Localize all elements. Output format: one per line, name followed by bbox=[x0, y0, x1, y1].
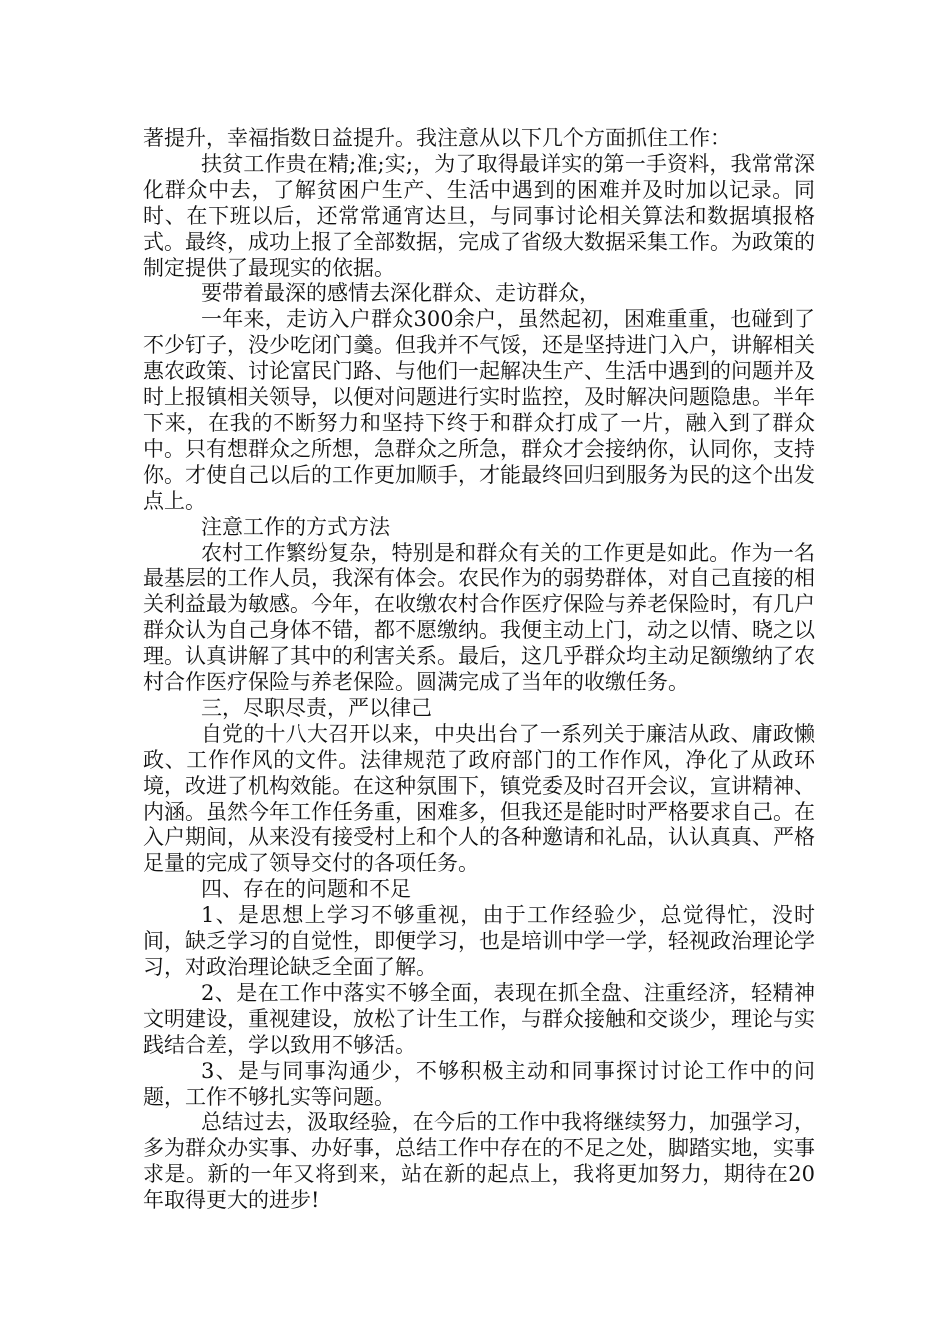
paragraph-issue-2: 2、是在工作中落实不够全面，表现在抓全盘、注重经济，轻精神文明建设，重视建设，放松了计生工作，与群众接触和交谈少，理论与实践结合差，学以致用不够活。 bbox=[143, 980, 815, 1057]
paragraph-rural-work: 农村工作繁纷复杂，特别是和群众有关的工作更是如此。作为一名最基层的工作人员，我深有体会。农民作为的弱势群体，对自己直接的相关利益最为敏感。今年，在收缴农村合作医疗保险与养老保险时，有几户群众认为自己身体不错，都不愿缴纳。我便主动上门，动之以情、晓之以理。认真讲解了其中的利害关系。最后，这几乎群众均主动足额缴纳了农村合作医疗保险与养老保险。圆满完成了当年的收缴任务。 bbox=[143, 540, 815, 695]
paragraph-heading-work-methods: 注意工作的方式方法 bbox=[201, 514, 390, 539]
paragraph-issue-3: 3、是与同事沟通少，不够积极主动和同事探讨讨论工作中的问题，工作不够扎实等问题。 bbox=[143, 1058, 815, 1109]
paragraph-conclusion: 总结过去，汲取经验，在今后的工作中我将继续努力，加强学习，多为群众办实事、办好事，总结工作中存在的不足之处，脚踏实地，实事求是。新的一年又将到来，站在新的起点上，我将更加努力，期待在20年取得更大的进步! bbox=[143, 1110, 815, 1213]
section-heading-3: 三，尽职尽责，严以律己 bbox=[201, 695, 432, 720]
paragraph-issue-1: 1、是思想上学习不够重视，由于工作经验少，总觉得忙，没时间，缺乏学习的自觉性，即便学习，也是培训中学一学，轻视政治理论学习，对政治理论缺乏全面了解。 bbox=[143, 903, 815, 979]
paragraph-visits: 一年来，走访入户群众300余户，虽然起初，困难重重，也碰到了不少钉子，没少吃闭门羹。但我并不气馁，还是坚持进门入户，讲解相关惠农政策、讨论富民门路、与他们一起解决生产、生活中遇到的问题并及时上报镇相关领导，以便对问题进行实时监控，及时解决问题隐患。半年下来，在我的不断努力和坚持下终于和群众打成了一片，融入到了群众中。只有想群众之所想，急群众之所急，群众才会接纳你，认同你，支持你。才使自己以后的工作更加顺手，才能最终回归到服务为民的这个出发点上。 bbox=[143, 307, 815, 513]
paragraph-discipline: 自党的十八大召开以来，中央出台了一系列关于廉洁从政、庸政懒政、工作作风的文件。法律规范了政府部门的工作作风，净化了从政环境，改进了机构效能。在这种氛围下，镇党委及时召开会议，宣讲精神、内涵。虽然今年工作任务重，困难多，但我还是能时时严格要求自己。在入户期间，从来没有接受村上和个人的各种邀请和礼品，认认真真、严格足量的完成了领导交付的各项任务。 bbox=[143, 721, 815, 876]
document-body bbox=[143, 126, 815, 1214]
paragraph-intro: 著提升，幸福指数日益提升。我注意从以下几个方面抓住工作： bbox=[143, 126, 731, 150]
section-heading-4: 四、存在的问题和不足 bbox=[201, 877, 411, 902]
paragraph-poverty-work: 扶贫工作贵在精;准;实;，为了取得最详实的第一手资料，我常常深化群众中去，了解贫困户生产、生活中遇到的困难并及时加以记录。同时、在下班以后，还常常通宵达旦，与同事讨论相关算法和数据填报格式。最终，成功上报了全部数据，完成了省级大数据采集工作。为政策的制定提供了最现实的依据。 bbox=[143, 151, 815, 280]
paragraph-heading-visit-masses: 要带着最深的感情去深化群众、走访群众， bbox=[201, 281, 600, 306]
